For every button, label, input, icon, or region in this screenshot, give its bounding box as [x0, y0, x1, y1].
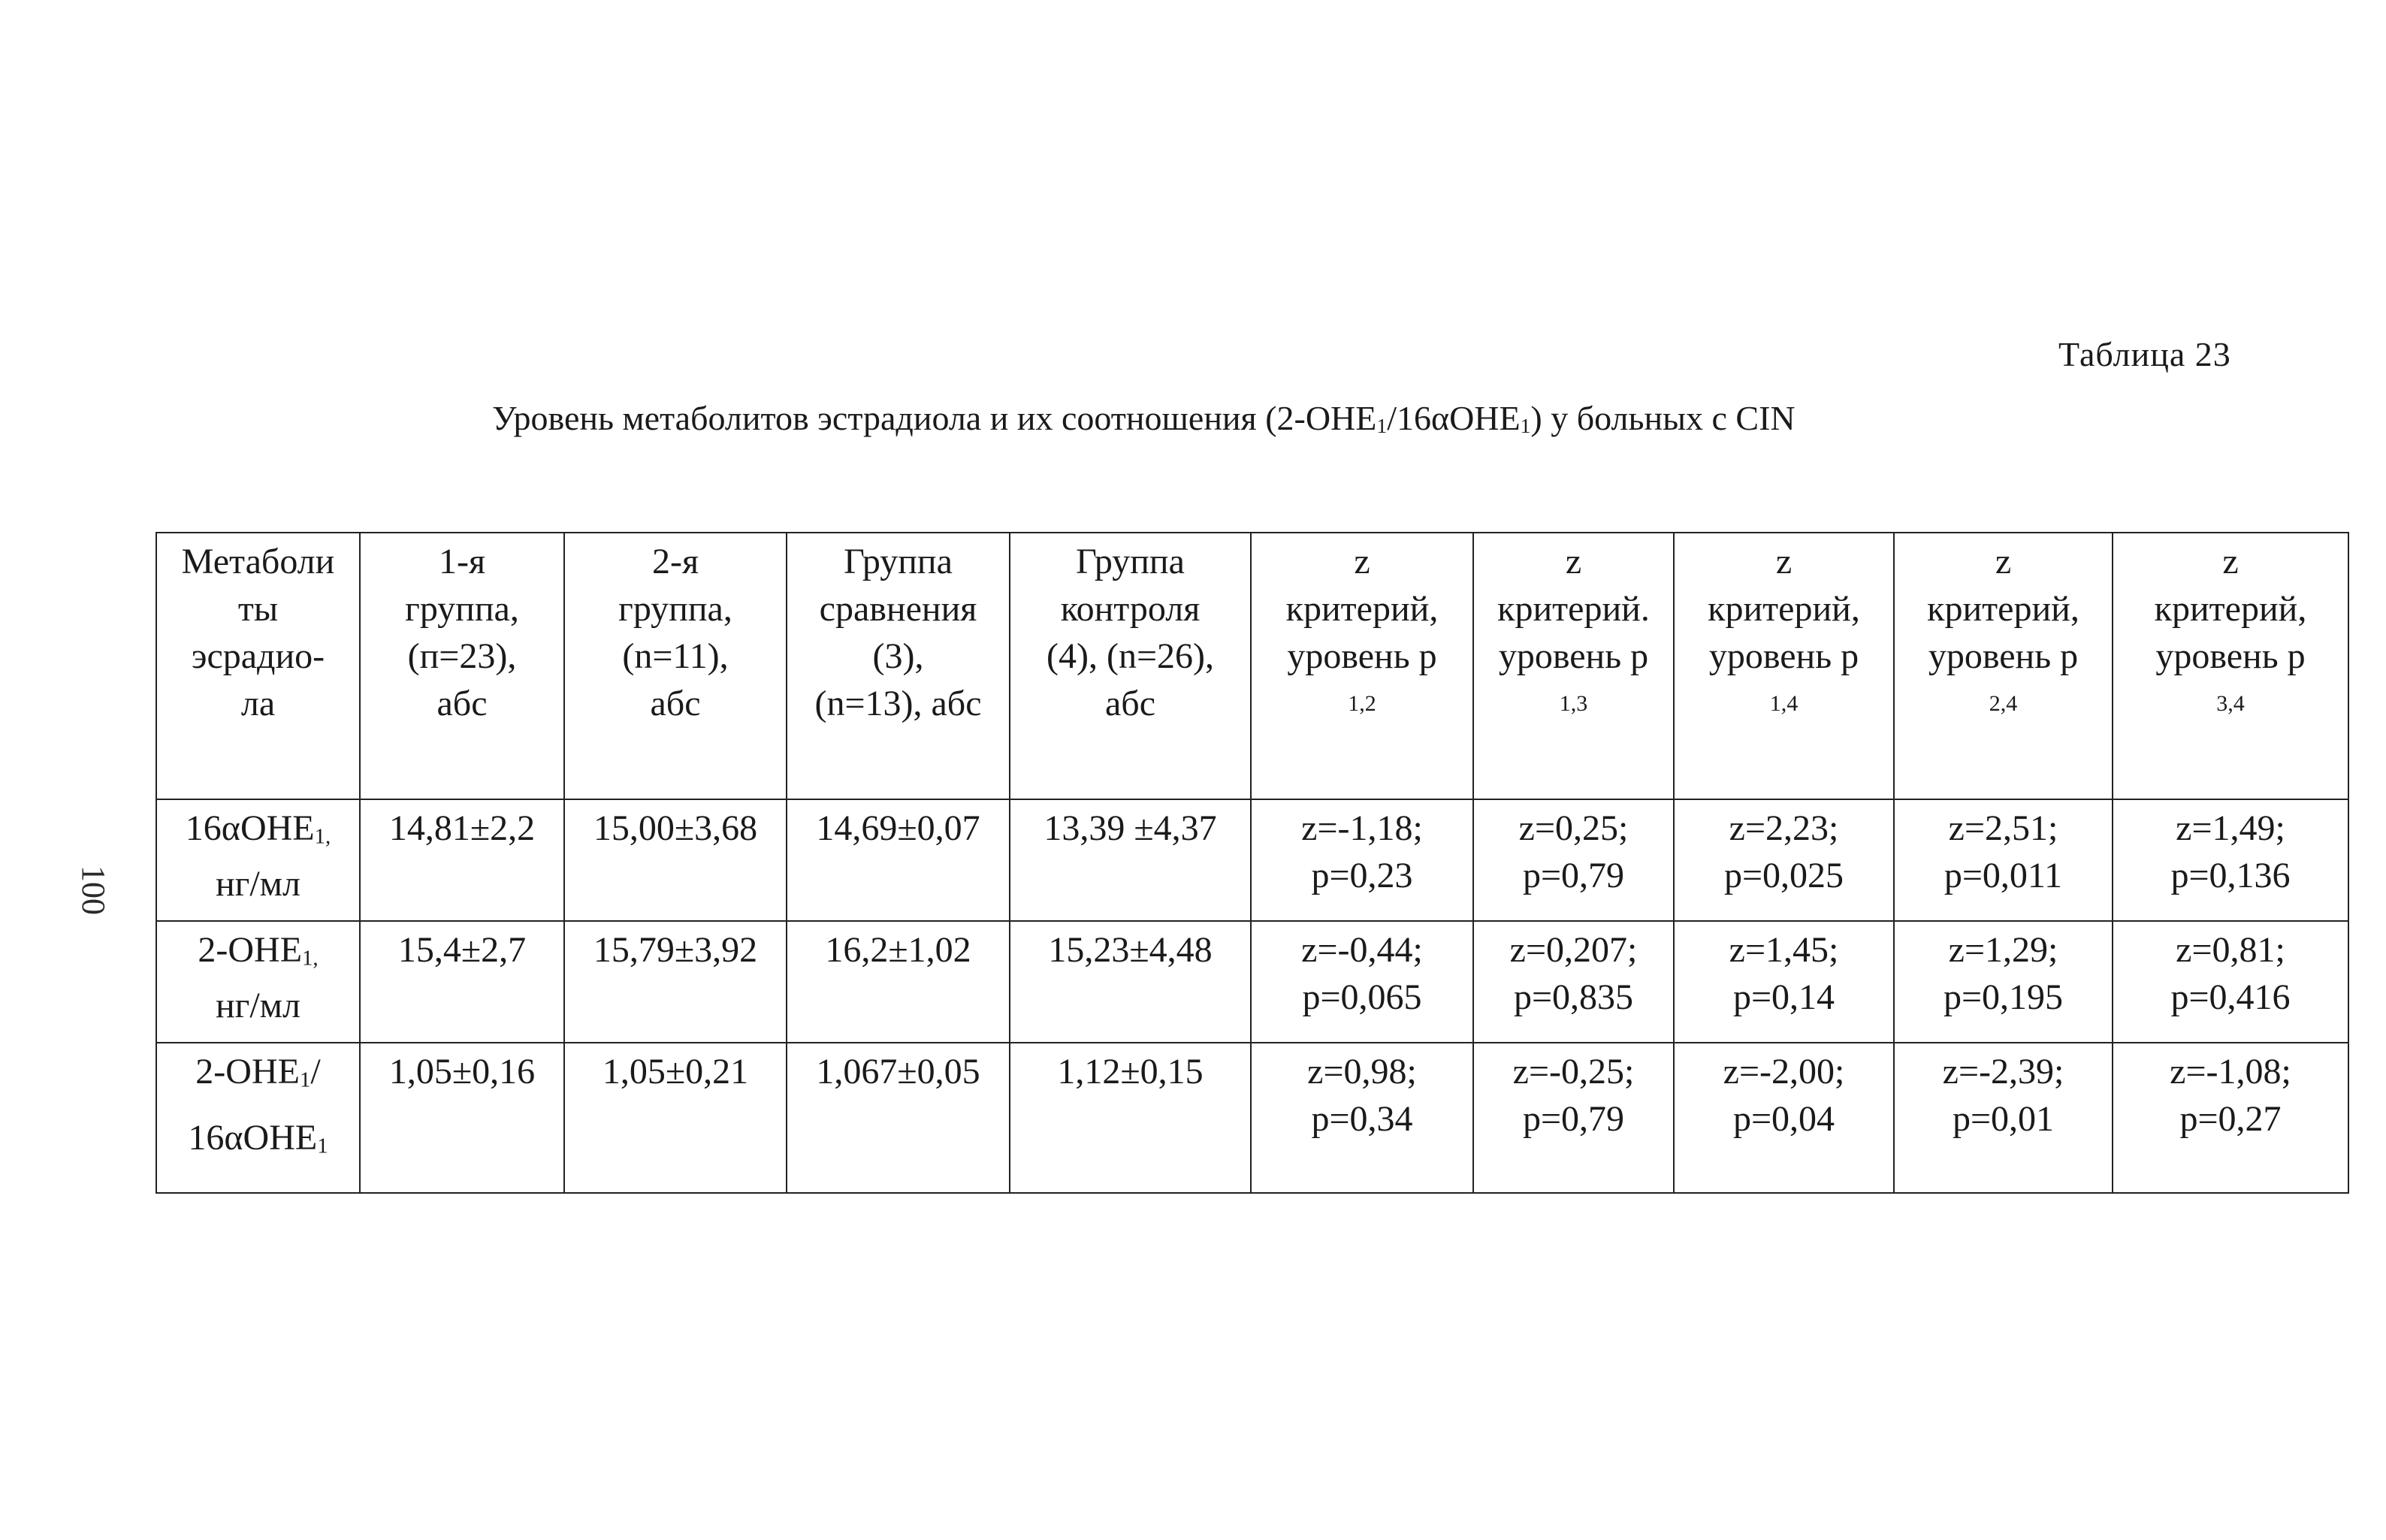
- title-sub-2: 1: [1520, 414, 1531, 438]
- cell-z-1-2: z=-1,18; p=0,23: [1251, 799, 1473, 921]
- header-row: [156, 533, 2348, 799]
- header-group-2: 2-я группа, (n=11), абс: [564, 533, 787, 799]
- header-control-group: Группа контроля (4), (n=26), абс: [1010, 533, 1251, 799]
- cell-group-2: 15,79±3,92: [564, 921, 787, 1043]
- title-prefix: Уровень метаболитов эстрадиола и их соотношения (2-OHE: [492, 399, 1377, 437]
- header-metabolites: Метаболи ты эсрадио- ла: [156, 533, 360, 799]
- cell-comparison-group: 14,69±0,07: [787, 799, 1010, 921]
- cell-z-2-4: z=1,29; p=0,195: [1894, 921, 2113, 1043]
- cell-z-1-4: z=1,45; p=0,14: [1674, 921, 1894, 1043]
- title-suffix: ) у больных с CIN: [1530, 399, 1796, 437]
- header-z-1-2: z критерий, уровень p 1,2: [1251, 533, 1473, 799]
- cell-z-2-4: z=2,51; p=0,011: [1894, 799, 2113, 921]
- header-z-1-3: z критерий. уровень p 1,3: [1473, 533, 1674, 799]
- header-z-2-4: z критерий, уровень p 2,4: [1894, 533, 2113, 799]
- cell-z-1-2: z=0,98; p=0,34: [1251, 1043, 1473, 1193]
- table-row: [156, 921, 2348, 1043]
- cell-group-1: 14,81±2,2: [360, 799, 564, 921]
- cell-control-group: 15,23±4,48: [1010, 921, 1251, 1043]
- cell-group-2: 1,05±0,21: [564, 1043, 787, 1193]
- table-label: Таблица 23: [2058, 335, 2231, 373]
- cell-control-group: 13,39 ±4,37: [1010, 799, 1251, 921]
- cell-z-1-2: z=-0,44; p=0,065: [1251, 921, 1473, 1043]
- cell-z-1-3: z=0,207; p=0,835: [1473, 921, 1674, 1043]
- cell-z-3-4: z=0,81; p=0,416: [2113, 921, 2348, 1043]
- cell-z-3-4: z=-1,08; p=0,27: [2113, 1043, 2348, 1193]
- cell-z-3-4: z=1,49; p=0,136: [2113, 799, 2348, 921]
- row-metabolite-name: 16αOHE$_{1,}$ нг/мл: [156, 799, 360, 921]
- cell-z-2-4: z=-2,39; p=0,01: [1894, 1043, 2113, 1193]
- header-comparison-group: Группа сравнения (3), (n=13), абс: [787, 533, 1010, 799]
- cell-comparison-group: 1,067±0,05: [787, 1043, 1010, 1193]
- header-group-1: 1-я группа, (п=23), абс: [360, 533, 564, 799]
- metabolites-table: [156, 532, 2349, 1194]
- header-z-1-4: z критерий, уровень p 1,4: [1674, 533, 1894, 799]
- cell-z-1-4: z=-2,00; p=0,04: [1674, 1043, 1894, 1193]
- cell-group-2: 15,00±3,68: [564, 799, 787, 921]
- page-number: 100: [75, 865, 112, 915]
- row-metabolite-name: $2-OHE_1/$ 16αOHE$_1$: [156, 1043, 360, 1193]
- table-row: [156, 1043, 2348, 1193]
- title-mid: /16αOHE: [1387, 399, 1521, 437]
- cell-group-1: 1,05±0,16: [360, 1043, 564, 1193]
- title-sub-1: 1: [1376, 414, 1388, 438]
- cell-z-1-4: z=2,23; p=0,025: [1674, 799, 1894, 921]
- table-title: [492, 398, 1796, 438]
- cell-z-1-3: z=0,25; p=0,79: [1473, 799, 1674, 921]
- cell-control-group: 1,12±0,15: [1010, 1043, 1251, 1193]
- cell-z-1-3: z=-0,25; p=0,79: [1473, 1043, 1674, 1193]
- table-row: [156, 799, 2348, 921]
- cell-comparison-group: 16,2±1,02: [787, 921, 1010, 1043]
- header-z-3-4: z критерий, уровень p 3,4: [2113, 533, 2348, 799]
- cell-group-1: 15,4±2,7: [360, 921, 564, 1043]
- row-metabolite-name: $2-OHE_{1,}$ нг/мл: [156, 921, 360, 1043]
